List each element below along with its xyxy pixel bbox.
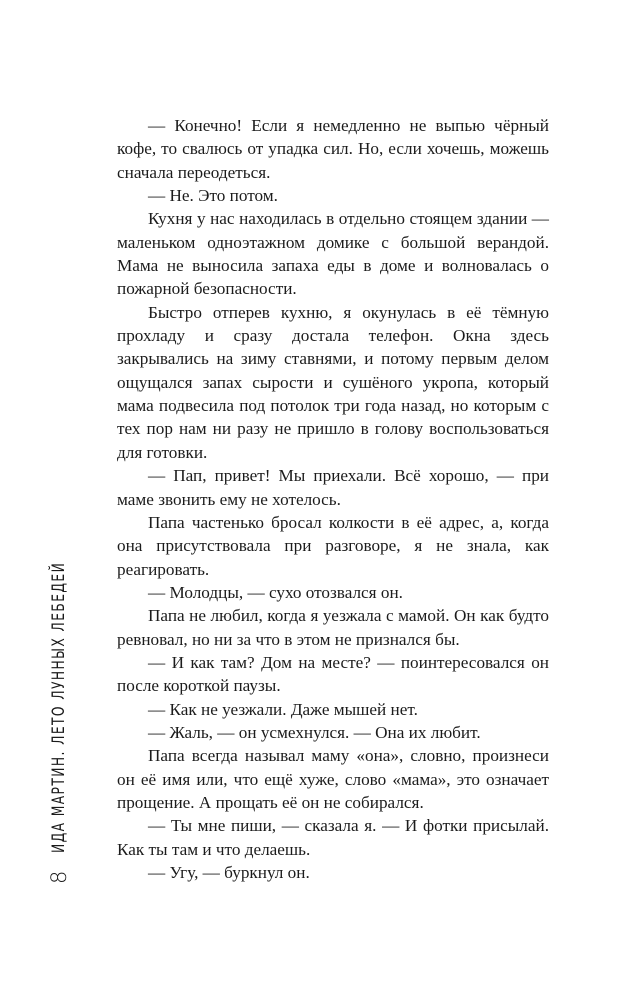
body-text	[117, 114, 549, 884]
running-head	[47, 448, 71, 884]
paragraph: Быстро отперев кухню, я окунулась в её тёмную прохладу и сразу достала телефон. Окна здесь закрывались на зиму ставнями, и потому первым делом ощущался запах сырости и сушёного укропа, который мама подвесила под потолок три года назад, но которым с тех пор нам ни разу не пришло в голову воспользоваться для готовки.	[117, 302, 549, 462]
paragraph: — Жаль, — он усмехнулся. — Она их любит.	[148, 722, 481, 742]
paragraph: — Не. Это потом.	[148, 186, 278, 206]
running-title: ИДА МАРТИН. ЛЕТО ЛУННЫХ ЛЕБЕДЕЙ	[49, 561, 69, 853]
paragraph: — Ты мне пиши, — сказала я. — И фотки присылай. Как ты там и что делаешь.	[117, 816, 549, 859]
paragraph: — Конечно! Если я немедленно не выпью чёрный кофе, то свалюсь от упадка сил. Но, если хочешь, можешь сначала переодеться.	[117, 116, 549, 182]
paragraph: Папа всегда называл маму «она», словно, произнеси он её имя или, что ещё хуже, слово «мама», это означает прощение. А прощать её он не собирался.	[117, 746, 549, 812]
paragraph: — Угу, — буркнул он.	[148, 863, 310, 882]
paragraph: Папа частенько бросал колкости в её адрес, а, когда она присутствовала при разговоре, я не знала, как реагировать.	[117, 512, 549, 579]
page-number: 8	[47, 870, 71, 884]
paragraph: — Как не уезжали. Даже мышей нет.	[148, 699, 418, 719]
paragraph: Папа не любил, когда я уезжала с мамой. Он как будто ревновал, но ни за что в этом не признался бы.	[117, 606, 549, 649]
paragraph: — Пап, привет! Мы приехали. Всё хорошо, — при маме звонить ему не хотелось.	[117, 466, 549, 509]
paragraph: Кухня у нас находилась в отдельно стоящем здании — маленьком одноэтажном домике с большой верандой. Мама не выносила запаха еды в доме и волновалась о пожарной безопасности.	[117, 209, 549, 299]
paragraph: — И как там? Дом на месте? — поинтересовался он после короткой паузы.	[117, 652, 549, 696]
paragraph: — Молодцы, — сухо отозвался он.	[148, 582, 403, 602]
